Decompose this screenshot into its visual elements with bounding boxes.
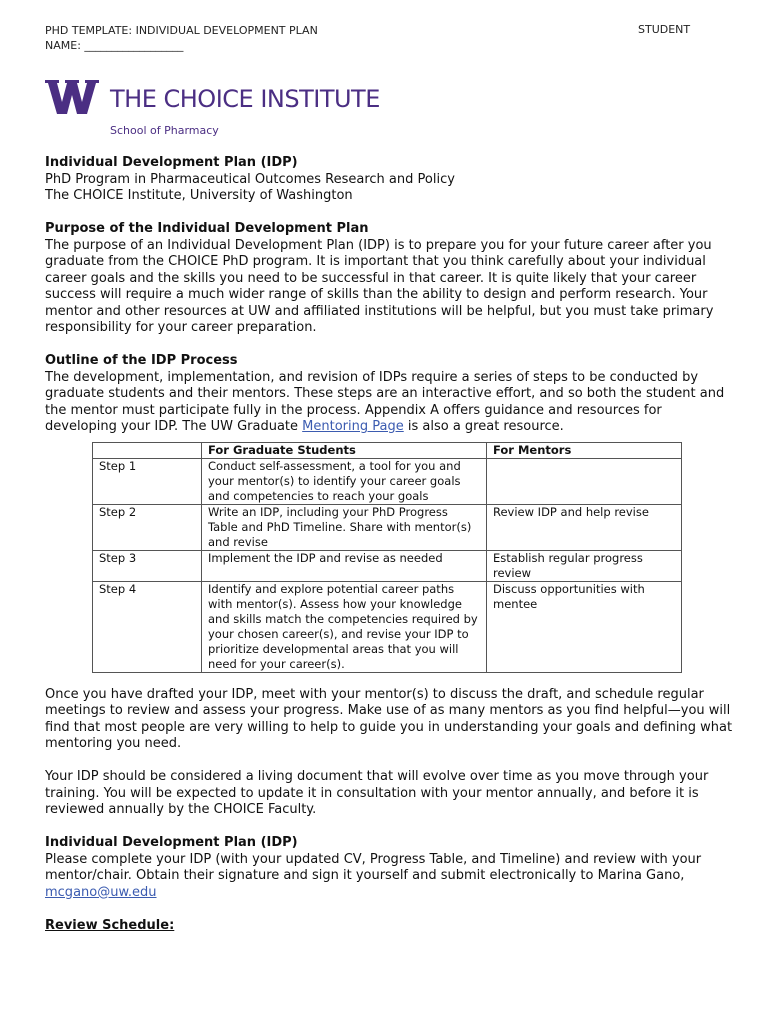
step-label: Step 4 [93,581,202,672]
outline-text: The development, implementation, and revision of IDPs require a series of steps to be conducted by graduate students and their mentors. These steps are an interactive effort, and so both the student and the mentor must participate fully in the process. Appendix A offers guidance and resources for developing your IDP. The UW Graduate Mentoring Page is also a great resource. [45,369,725,434]
mentor-task: Review IDP and help revise [487,504,682,550]
institute-logo-subtitle: School of Pharmacy [110,124,219,137]
intro-title: Individual Development Plan (IDP) [45,155,298,170]
header-student-label: STUDENT [638,23,691,36]
table-row [93,458,682,504]
idp-steps-table [92,442,682,673]
table-header-empty [93,442,202,458]
table-header-mentors: For Mentors [487,442,682,458]
email-link[interactable]: mcgano@uw.edu [45,884,157,900]
document-body [45,155,735,934]
institute-logo-title: THE CHOICE INSTITUTE [110,85,380,113]
student-task: Conduct self-assessment, a tool for you and your mentor(s) to identify your career goals and competencies to reach your goals [202,458,487,504]
step-label: Step 2 [93,504,202,550]
mentor-task: Establish regular progress review [487,550,682,581]
submit-text: Please complete your IDP (with your updated CV, Progress Table, and Timeline) and review with your mentor/chair. Obtain their signature and sign it yourself and submit electronically to Marina Gano, mcgano@uw.edu [45,851,702,900]
submit-heading: Individual Development Plan (IDP) [45,835,298,850]
mentoring-page-link[interactable]: Mentoring Page [302,419,404,434]
uw-w-logo-icon [45,80,99,114]
student-task: Implement the IDP and revise as needed [202,550,487,581]
table-row [93,581,682,672]
outline-heading: Outline of the IDP Process [45,353,238,368]
intro-institution: The CHOICE Institute, University of Washington [45,188,353,203]
living-document-paragraph: Your IDP should be considered a living document that will evolve over time as you move through your training. You will be expected to update it in consultation with your mentor annually, and before it is reviewed annually by the CHOICE Faculty. [45,769,709,817]
draft-paragraph: Once you have drafted your IDP, meet with your mentor(s) to discuss the draft, and schedule regular meetings to review and assess your progress. Make use of as many mentors as you find helpful—you will find that most people are very willing to help to guide you in understanding your goals and defining what mentoring you need. [45,686,733,751]
purpose-heading: Purpose of the Individual Development Plan [45,221,369,236]
table-row [93,504,682,550]
header-template-title: PHD TEMPLATE: INDIVIDUAL DEVELOPMENT PLAN [45,24,318,37]
mentor-task: Discuss opportunities with mentee [487,581,682,672]
intro-program: PhD Program in Pharmaceutical Outcomes Research and Policy [45,171,455,187]
table-row [93,550,682,581]
student-task: Write an IDP, including your PhD Progress Table and PhD Timeline. Share with mentor(s) and revise [202,504,487,550]
page-header [45,23,318,53]
mentor-task [487,458,682,504]
table-header-row [93,442,682,458]
review-schedule-heading: Review Schedule: [45,917,175,933]
header-name-line: NAME: __________________ [45,39,184,52]
step-label: Step 3 [93,550,202,581]
step-label: Step 1 [93,458,202,504]
student-task: Identify and explore potential career paths with mentor(s). Assess how your knowledge and skills match the competencies required by your chosen career(s), and revise your IDP to prioritize developmental areas that you will need for your career(s). [202,581,487,672]
table-header-students: For Graduate Students [202,442,487,458]
purpose-text: The purpose of an Individual Development Plan (IDP) is to prepare you for your future career after you graduate from the CHOICE PhD program. It is important that you think carefully about your individual career goals and the skills you need to be successful in that career. It is quite likely that your career success will require a much wider range of skills than the ability to design and perform research. Your mentor and other resources at UW and affiliated institutions will be helpful, but you must take primary responsibility for your career preparation. [45,237,714,335]
